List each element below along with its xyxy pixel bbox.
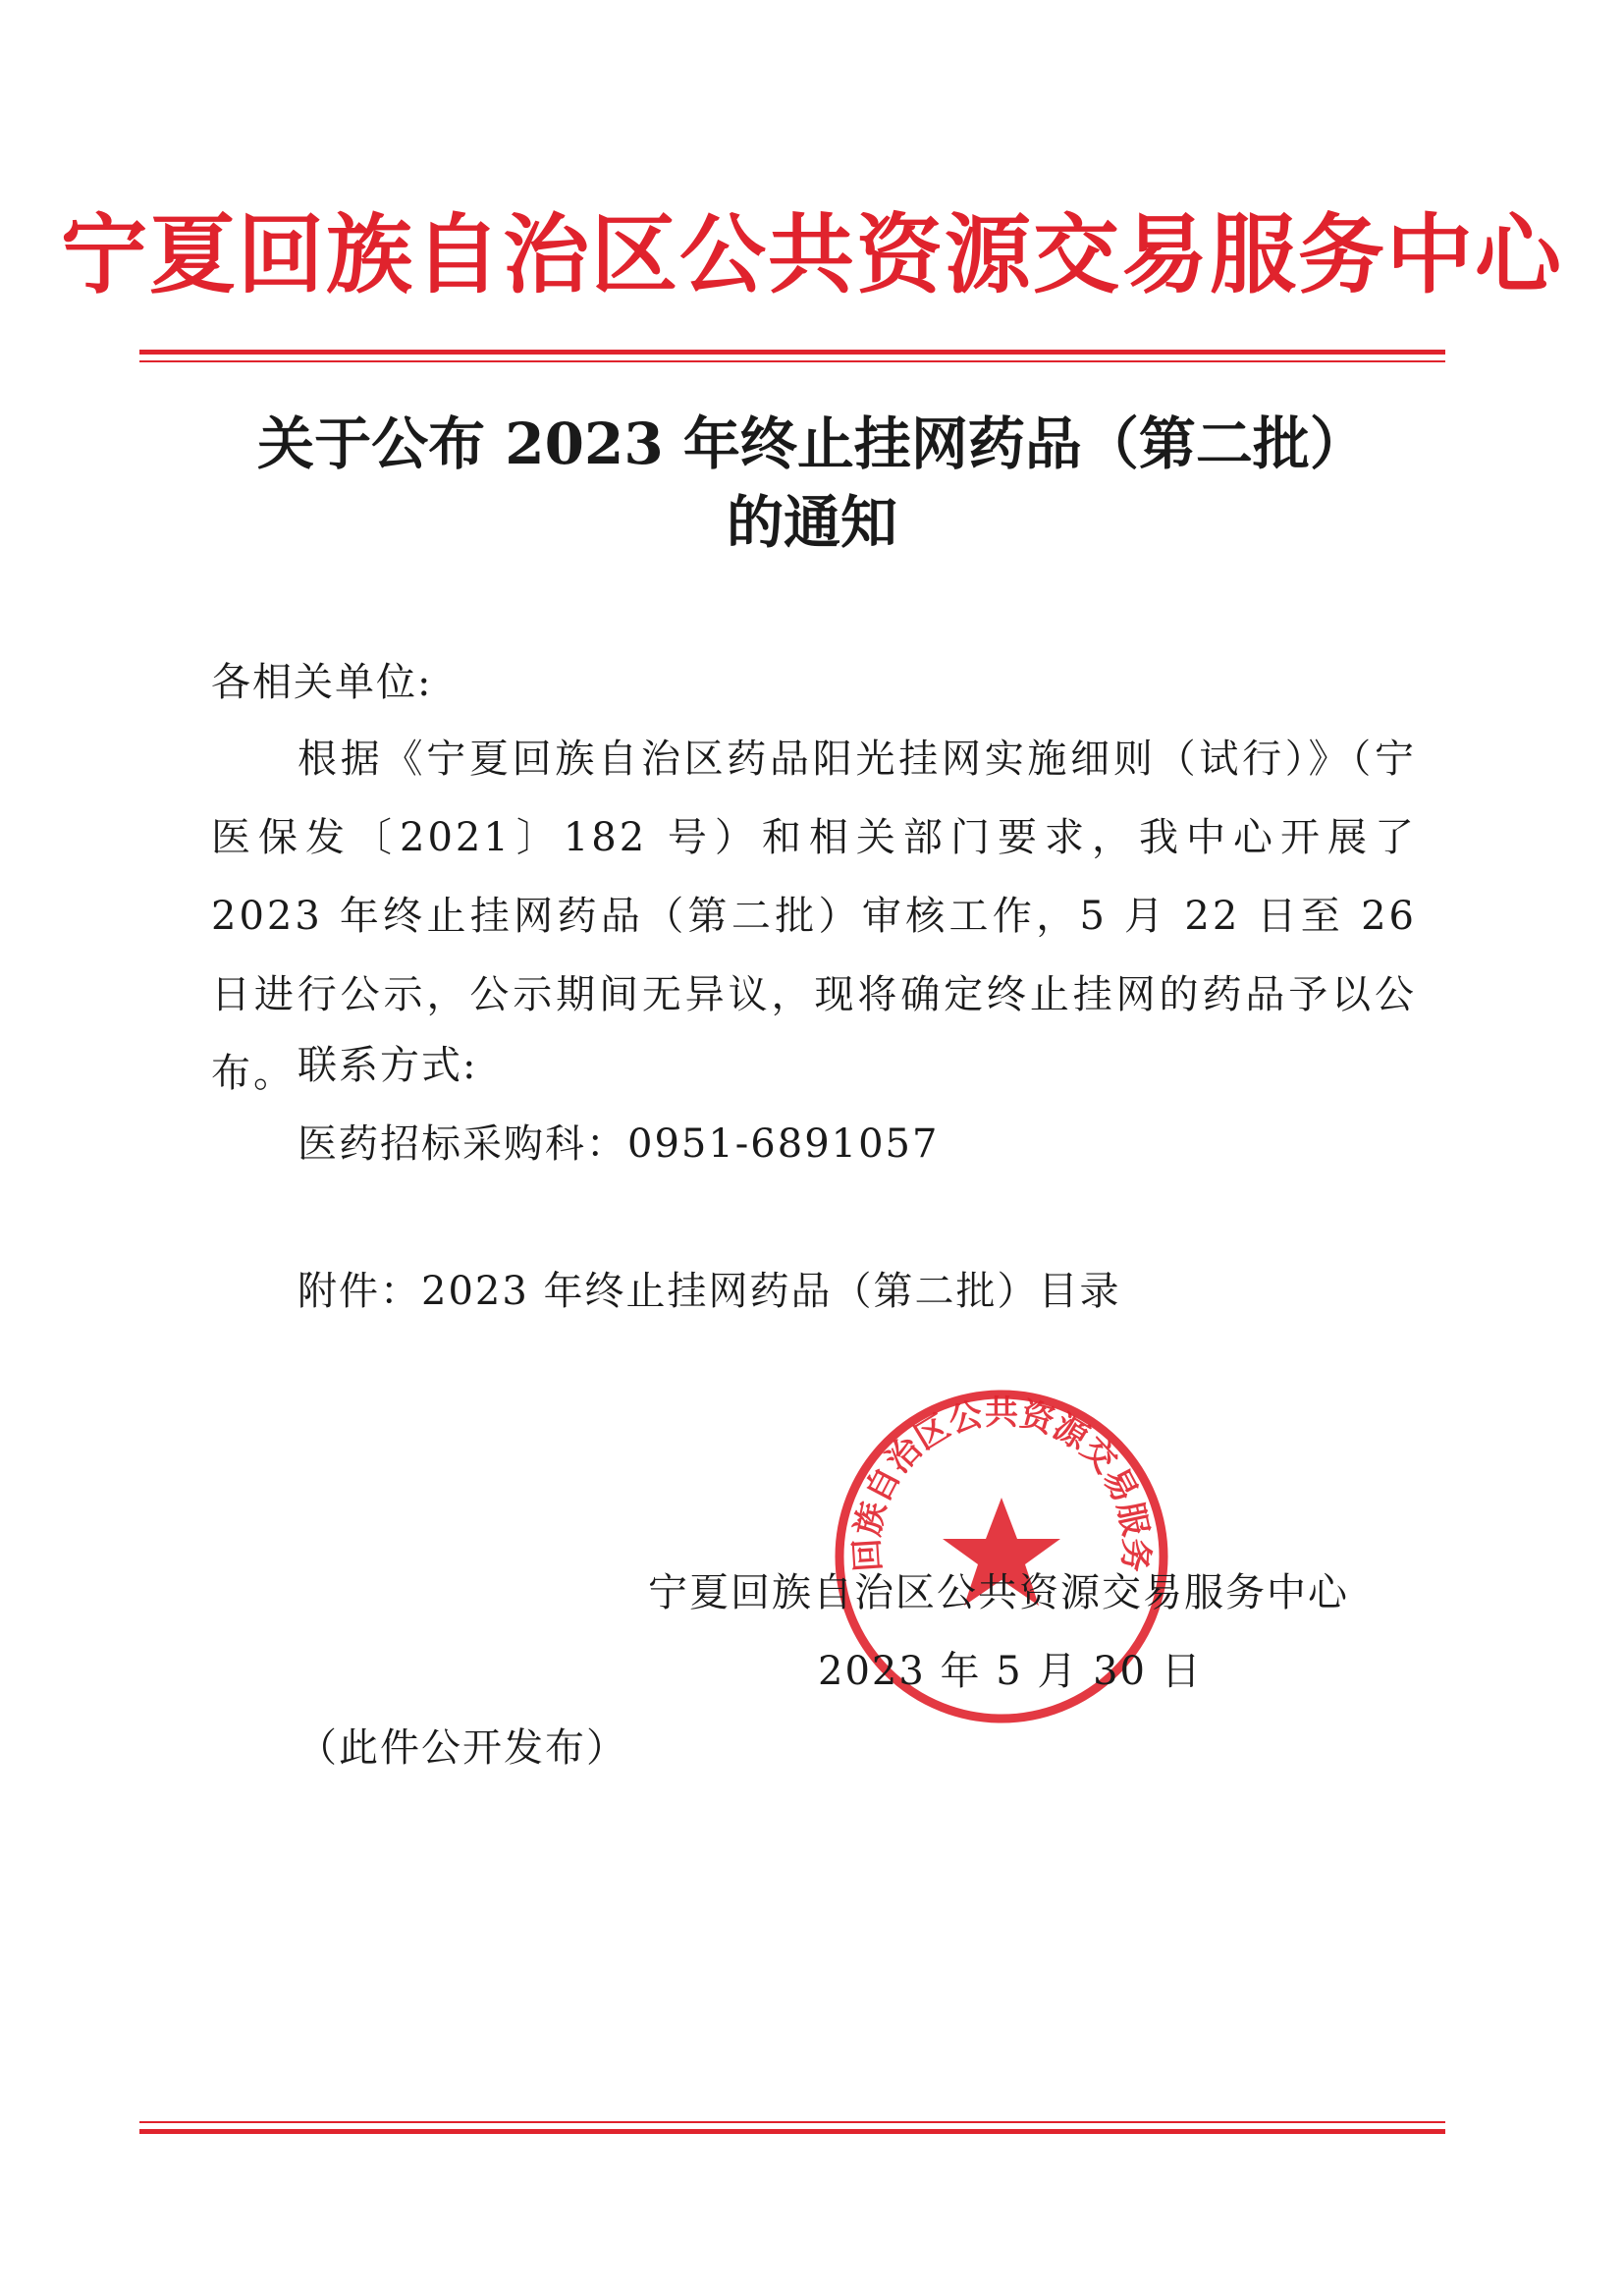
footer-divider-thick xyxy=(139,2129,1445,2134)
letterhead-org-name: 宁夏回族自治区公共资源交易服务中心 xyxy=(60,204,1563,305)
release-note: （此件公开发布） xyxy=(298,1725,627,1771)
contact-line: 医药招标采购科：0951-6891057 xyxy=(298,1121,940,1167)
document-title-line1: 关于公布 2023 年终止挂网药品（第二批） xyxy=(257,410,1367,477)
footer-divider-thin xyxy=(139,2121,1445,2123)
salutation: 各相关单位: xyxy=(211,660,433,705)
header-divider-thin xyxy=(139,360,1445,362)
attachment-line: 附件：2023 年终止挂网药品（第二批）目录 xyxy=(298,1269,1121,1314)
signature-date: 2023 年 5 月 30 日 xyxy=(818,1649,1203,1694)
header-divider-thick xyxy=(139,350,1445,355)
body-paragraph: 根据《宁夏回族自治区药品阳光挂网实施细则（试行）》（宁医保发〔2021〕182 号）和相关部门要求，我中心开展了 2023 年终止挂网药品（第二批）审核工作，5 月 22 日至 26 日进行公示，公示期间无异议，现将确定终止挂网的药品予以公布。 xyxy=(211,737,1417,1096)
document-title-line2: 的通知 xyxy=(726,489,897,556)
seal-text: 回族自治区公共资源交易服务 xyxy=(847,1394,1156,1573)
signature-org: 宁夏回族自治区公共资源交易服务中心 xyxy=(648,1570,1349,1615)
contact-heading: 联系方式: xyxy=(298,1043,478,1088)
